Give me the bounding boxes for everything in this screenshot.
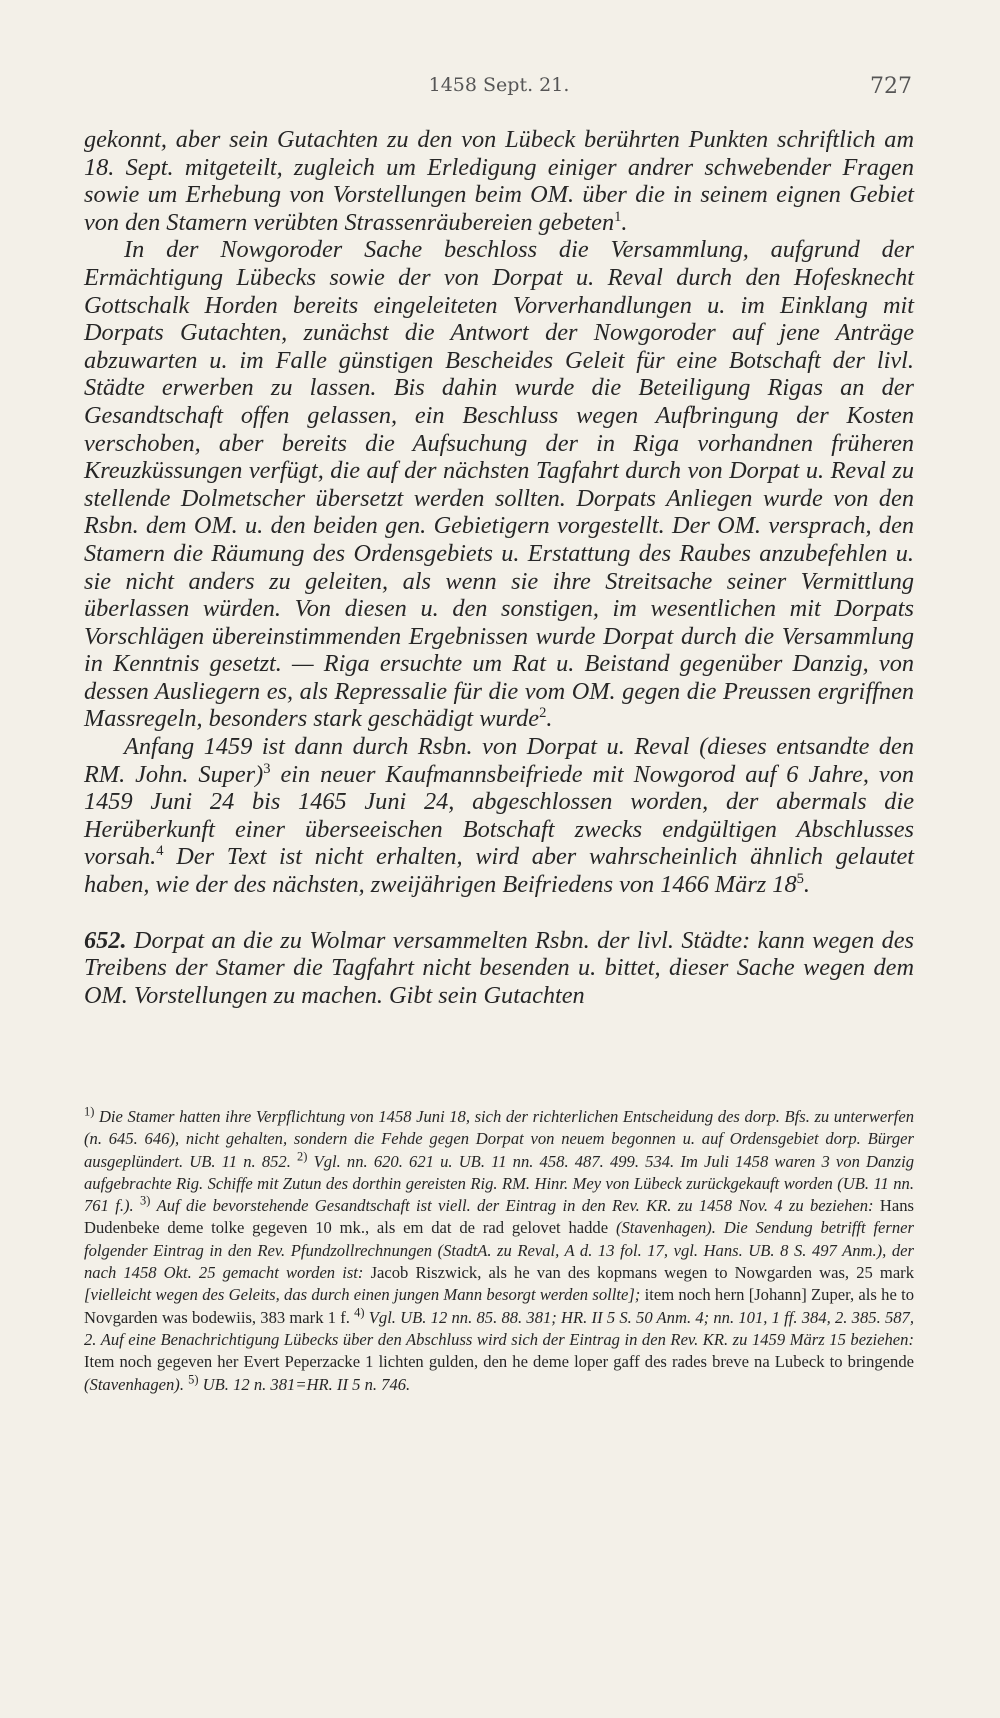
page-number: 727 (870, 74, 912, 99)
footnote-ref-5: 5 (796, 870, 804, 887)
footnote-1-text: Die Stamer hatten ihre Verpflichtung von 1458 Juni 18, sich der richterlichen Entscheidung des dorp. Bfs. zu unterwerfen (n. 645. 646), nicht gehalten, sondern die Fehde gegen Dorpat von neuem begonnen u. auf Ordensgebiet dorp. Bürger ausgeplündert. UB. 11 n. 852. (84, 1107, 914, 1171)
footnote-3-text-c: [vielleicht wegen des Geleits, das durch einen jungen Mann besorgt werden sollte]; (84, 1285, 641, 1305)
footnote-3-quote-a: Hans Dudenbeke deme tolke gegeven 10 mk., als em dat de rad gelovet hadde (84, 1196, 914, 1238)
footnote-2-text: Vgl. nn. 620. 621 u. UB. 11 nn. 458. 487. 499. 534. Im Juli 1458 waren 3 von Danzig aufgebrachte Rig. Schiffe mit Zutun des dorthin gereisten Rig. RM. Hinr. Mey von Lübeck zurückgekauft worden (UB. 11 nn. 761 f.). (84, 1151, 914, 1216)
footnote-4-text-a: Vgl. UB. 12 nn. 85. 88. 381; HR. II 5 S. 50 Anm. 4; nn. 101, 1 ff. 384, 2. 385. 587, 2. Auf eine Benachrichtigung Lübecks über den Abschluss wird sich der Eintrag in den Rev. KR. zu 1459 März 15 beziehen: (84, 1307, 914, 1349)
footnote-ref-1: 1 (614, 208, 622, 225)
entry-652 (84, 927, 914, 1010)
paragraph-3: Anfang 1459 ist dann durch Rsbn. von Dorpat u. Reval (dieses entsandte den RM. John. Super)$^3$ ein neuer Kaufmannsbeifriede mit Nowgorod auf 6 Jahre, von 1459 Juni 24 bis 1465 Juni 24, abgeschlossen worden, der abermals die Herüberkunft einer überseeischen Botschaft zwecks endgültigen Abschlusses vorsah.$^4$ Der Text ist nicht erhalten, wird aber wahrscheinlich ähnlich gelautet haben, wie der des nächsten, zweijährigen Beifriedens von 1466 März $18^5$. (84, 733, 915, 899)
paragraph-3-text-c: Der Text ist nicht erhalten, wird aber wahrscheinlich ähnlich gelautet haben, wie der des nächsten, zweijährigen Beifriedens von 1466 März 18 (84, 843, 914, 899)
running-title: 1458 Sept. 21. (428, 74, 570, 96)
paragraph-2: In der Nowgoroder Sache beschloss die Versammlung, aufgrund der Ermächtigung Lübecks sowie der von Dorpat u. Reval durch den Hofesknecht Gottschalk Horden bereits eingeleiteten Vorverhandlungen u. im Einklang mit Dorpats Gutachten, zunächst die Antwort der Nowgoroder auf jene Anträge abzuwarten u. im Falle günstigen Bescheides Geleit für eine Botschaft der livl. Städte erwerben zu lassen. Bis dahin wurde die Beteiligung Rigas an der Gesandtschaft offen gelassen, ein Beschluss wegen Aufbringung der Kosten verschoben, aber bereits die Aufsuchung der in Riga vorhandnen früheren Kreuzküssungen verfügt, die auf der nächsten Tagfahrt durch von Dorpat u. Reval zu stellende Dolmetscher übersetzt werden sollten. Dorpats Anliegen wurde von den Rsbn. dem OM. u. den beiden gen. Gebietigern vorgestellt. Der OM. versprach, den Stamern die Räumung des Ordensgebiets u. Erstattung des Raubes anzubefehlen u. sie nicht anders zu geleiten, als wenn sie ihre Streitsache seiner Vermittlung überlassen würden. Von diesen u. den sonstigen, im wesentlichen mit Dorpats Vorschlägen übereinstimmenden Ergebnissen wurde Dorpat durch die Versammlung in Kenntnis gesetzt. — Riga ersuchte um Rat u. Beistand gegenüber Danzig, von dessen Ausliegern es, als Repressalie für die vom OM. gegen die Preussen ergriffnen Massregeln, besonders stark geschädigt wurde$^2$. (84, 236, 914, 733)
footnote-ref-2: 2 (539, 705, 547, 722)
footnote-5-text: UB. 12 n. 381=HR. II 5 n. 746. (202, 1374, 411, 1394)
footnote-3-mark: 3) (139, 1193, 151, 1208)
footnote-3-quote-c: item noch hern [Johann] Zuper, als he to Novgarden was bodewiis, 383 mark 1 f. (84, 1285, 914, 1327)
footnote-2-mark: 2) (297, 1149, 308, 1164)
page-header (84, 74, 914, 104)
footnote-1-mark: 1) (84, 1104, 95, 1119)
paragraph-1: gekonnt, aber sein Gutachten zu den von Lübeck berührten Punkten schriftlich am 18. Sept. mitgeteilt, zugleich um Erledigung einiger andrer schwebender Fragen sowie um Erhebung von Vorstellungen beim OM. über die in seinem eignen Gebiet von den Stamern verübten Strassenräubereien gebeten$^1$. (84, 126, 914, 236)
paragraph-2-text: In der Nowgoroder Sache beschloss die Versammlung, aufgrund der Ermächtigung Lübecks sowie der von Dorpat u. Reval durch den Hofesknecht Gottschalk Horden bereits eingeleiteten Vorverhandlungen u. im Einklang mit Dorpats Gutachten, zunächst die Antwort der Nowgoroder auf jene Anträge abzuwarten u. im Falle günstigen Bescheides Geleit für eine Botschaft der livl. Städte erwerben zu lassen. Bis dahin wurde die Beteiligung Rigas an der Gesandtschaft offen gelassen, ein Beschluss wegen Aufbringung der Kosten verschoben, aber bereits die Aufsuchung der in Riga vorhandnen früheren Kreuzküssungen verfügt, die auf der nächsten Tagfahrt durch von Dorpat u. Reval zu stellende Dolmetscher übersetzt werden sollten. Dorpats Anliegen wurde von den Rsbn. dem OM. u. den beiden gen. Gebietigern vorgestellt. Der OM. versprach, den Stamern die Räumung des Ordensgebiets u. Erstattung des Raubes anzubefehlen u. sie nicht anders zu geleiten, als wenn sie ihre Streitsache seiner Vermittlung überlassen würden. Von diesen u. den sonstigen, im wesentlichen mit Dorpats Vorschlägen übereinstimmenden Ergebnissen wurde Dorpat durch die Versammlung in Kenntnis gesetzt. — Riga ersuchte um Rat u. Beistand gegenüber Danzig, von dessen Ausliegern es, als Repressalie für die vom OM. gegen die Preussen ergriffnen Massregeln, besonders stark geschädigt wurde (84, 236, 914, 733)
footnote-3-quote-b: Jacob Riszwick, als he van des kopmans wegen to Nowgarden was, 25 mark (370, 1263, 915, 1283)
footnote-block (84, 1106, 914, 1396)
footnote-4-quote: Item noch gegeven her Evert Peperzacke 1 lichten gulden, den he deme loper gaff des rades breve na Lubeck to bringende (84, 1352, 914, 1372)
paragraph-1-text: gekonnt, aber sein Gutachten zu den von Lübeck berührten Punkten schriftlich am 18. Sept. mitgeteilt, zugleich um Erledigung einiger andrer schwebender Fragen sowie um Erhebung von Vorstellungen beim OM. über die in seinem eignen Gebiet von den Stamern verübten Strassenräubereien gebeten (84, 126, 914, 236)
entry-summary: Dorpat an die zu Wolmar versammelten Rsbn. der livl. Städte: kann wegen des Treibens der Stamer die Tagfahrt nicht besenden u. bittet, dieser Sache wegen dem OM. Vorstellungen zu machen. Gibt sein Gutachten (84, 926, 915, 1009)
footnote-3-text-b: (Stavenhagen). Die Sendung betrifft ferner folgender Eintrag in den Rev. Pfundzollrechnungen (StadtA. zu Reval, A d. 13 fol. 17, vgl. Hans. UB. 8 S. 497 Anm.), der nach 1458 Okt. 25 gemacht worden ist: (84, 1218, 915, 1283)
footnotes (84, 1106, 914, 1396)
entry-number: 652. (84, 926, 127, 954)
footnote-4-text-b: (Stavenhagen). (84, 1374, 184, 1394)
footnote-5-mark: 5) (188, 1372, 199, 1387)
footnote-3-text-a: Auf die bevorstehende Gesandtschaft ist viell. der Eintrag in den Rev. KR. zu 1458 Nov. 4 zu beziehen: (156, 1196, 874, 1216)
footnote-ref-4: 4 (156, 843, 164, 860)
paragraph-3-text-a: Anfang 1459 ist dann durch Rsbn. von Dorpat u. Reval (dieses entsandte den RM. John. Super) (84, 733, 914, 788)
footnote-4-mark: 4) (354, 1305, 365, 1320)
paragraph-3-text-b: ein neuer Kaufmannsbeifriede mit Nowgorod auf 6 Jahre, von 1459 Juni 24 bis 1465 Juni 24, abgeschlossen worden, der abermals die Herüberkunft einer überseeischen Botschaft zwecks endgültigen Abschlusses vorsah. (84, 760, 915, 871)
footnote-ref-3: 3 (263, 760, 271, 777)
main-text (84, 126, 914, 1009)
